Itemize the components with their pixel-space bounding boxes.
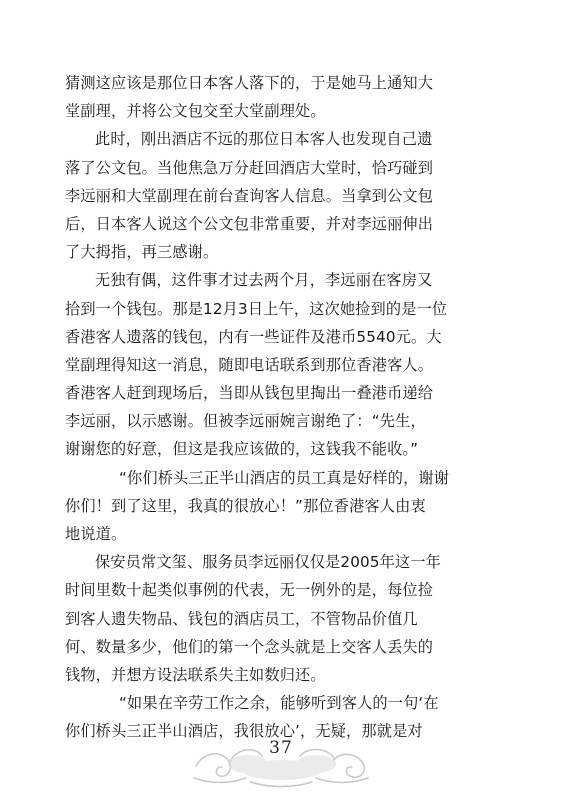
page-number: 37 <box>269 738 293 758</box>
text-line: 拾到一个钱包。那是12月3日上午，这次她捡到的是一位 <box>65 299 448 318</box>
text-line: 香港客人遗落的钱包，内有一些证件及港币5540元。大 <box>65 327 442 346</box>
text-line: 李远丽和大堂副理在前台查询客人信息。当拿到公文包 <box>65 186 434 205</box>
text-line: 到客人遗失物品、钱包的酒店员工，不管物品价值几 <box>65 609 418 628</box>
text-line: 你们桥头三正半山酒店，我很放心’，无疑，那就是对 <box>65 722 423 741</box>
text-line: 何、数量多少，他们的第一个念头就是上交客人丢失的 <box>65 637 434 656</box>
page-footer <box>0 720 562 800</box>
text-line: 了大拇指，再三感谢。 <box>65 243 219 262</box>
text-line: 时间里数十起类似事例的代表，无一例外的是，每位捡 <box>65 581 434 600</box>
text-line: 谢谢您的好意，但这是我应该做的，这钱我不能收。” <box>65 440 419 459</box>
cloud-ornament-icon <box>190 726 372 792</box>
text-line: 地说道。 <box>65 525 127 543</box>
text-line: 堂副理，并将公文包交至大堂副理处。 <box>65 102 326 121</box>
text-line: 后，日本客人说这个公文包非常重要，并对李远丽伸出 <box>65 214 434 233</box>
text-line: 香港客人赶到现场后，当即从钱包里掏出一叠港币递给 <box>65 384 434 403</box>
text-line: 堂副理得知这一消息，随即电话联系到那位香港客人。 <box>65 355 434 374</box>
text-line: 猜测这应该是那位日本客人落下的，于是她马上通知大 <box>65 74 434 92</box>
text-line: 钱物，并想方设法联系失主如数归还。 <box>65 665 326 684</box>
paragraph-start-line: 此时，刚出酒店不远的那位日本客人也发现自己遗 <box>95 130 433 149</box>
paragraph-start-line: 保安员常文玺、服务员李远丽仅仅是2005年这一年 <box>95 553 442 572</box>
paragraph-start-line: “你们桥头三正半山酒店的员工真是好样的，谢谢 <box>119 468 450 487</box>
text-line: 落了公文包。当他焦急万分赶回酒店大堂时，恰巧碰到 <box>65 158 434 177</box>
text-line: 你们！到了这里，我真的很放心！”那位香港客人由衷 <box>65 496 426 515</box>
paragraph-start-line: “如果在辛劳工作之余，能够听到客人的一句‘在 <box>119 694 439 713</box>
paragraph-start-line: 无独有偶，这件事才过去两个月，李远丽在客房又 <box>95 271 433 290</box>
text-line: 李远丽，以示感谢。但被李远丽婉言谢绝了：“先生， <box>65 412 426 431</box>
body-text <box>65 69 498 746</box>
